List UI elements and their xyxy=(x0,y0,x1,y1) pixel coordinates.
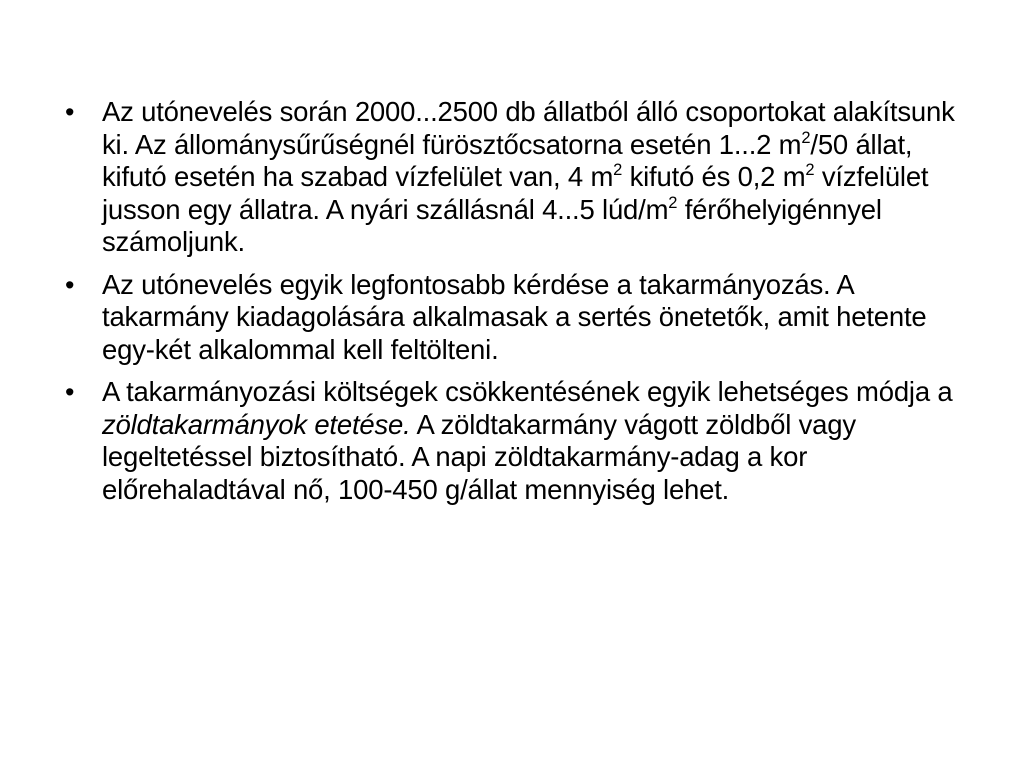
superscript: 2 xyxy=(613,161,623,180)
text-segment: Az utónevelés egyik legfontosabb kérdése a takarmányozás. A takarmány kiadagolására alkalmasak a sertés önetetők, amit hetente egy-két alkalommal kell feltölteni. xyxy=(102,268,927,365)
bullet-dot-icon: • xyxy=(65,269,75,300)
bullet-dot-icon: • xyxy=(65,97,75,127)
bullet-text-3 xyxy=(102,376,952,505)
italic-emphasis: zöldtakarmányok etetése. xyxy=(102,408,411,440)
superscript: 2 xyxy=(805,161,815,180)
text-segment: A takarmányozási költségek csökkentésének egyik lehetséges módja a xyxy=(102,376,953,407)
text-segment: /50 állat, kifutó esetén ha szabad vízfelület van, 4 m xyxy=(102,128,913,192)
text-segment: vízfelület jusson egy állatra. A nyári szállásnál 4...5 lúd/m xyxy=(102,161,929,225)
bullet-item-3 xyxy=(64,376,974,506)
superscript: 2 xyxy=(668,193,678,212)
text-segment: kifutó és 0,2 m xyxy=(622,161,806,192)
text-segment: férőhelyigénnyel számoljunk. xyxy=(102,193,882,257)
text-segment: Az utónevelés során 2000...2500 db állatból álló csoportokat alakítsunk ki. Az állománysűrűségnél fürösztőcsatorna esetén 1...2 m xyxy=(102,96,955,160)
text-segment: A zöldtakarmány vágott zöldből vagy legeltetéssel biztosítható. A napi zöldtakarmány-adag a kor előrehaladtával nő, 100-450 g/állat mennyiség lehet. xyxy=(102,408,856,505)
bullet-item-1 xyxy=(64,96,974,259)
bullet-list xyxy=(64,96,974,506)
bullet-item-2 xyxy=(64,269,974,367)
superscript: 2 xyxy=(801,128,811,147)
bullet-dot-icon: • xyxy=(65,377,75,407)
slide-body xyxy=(64,96,974,516)
bullet-text-1 xyxy=(102,96,955,257)
bullet-text-2 xyxy=(102,269,926,365)
